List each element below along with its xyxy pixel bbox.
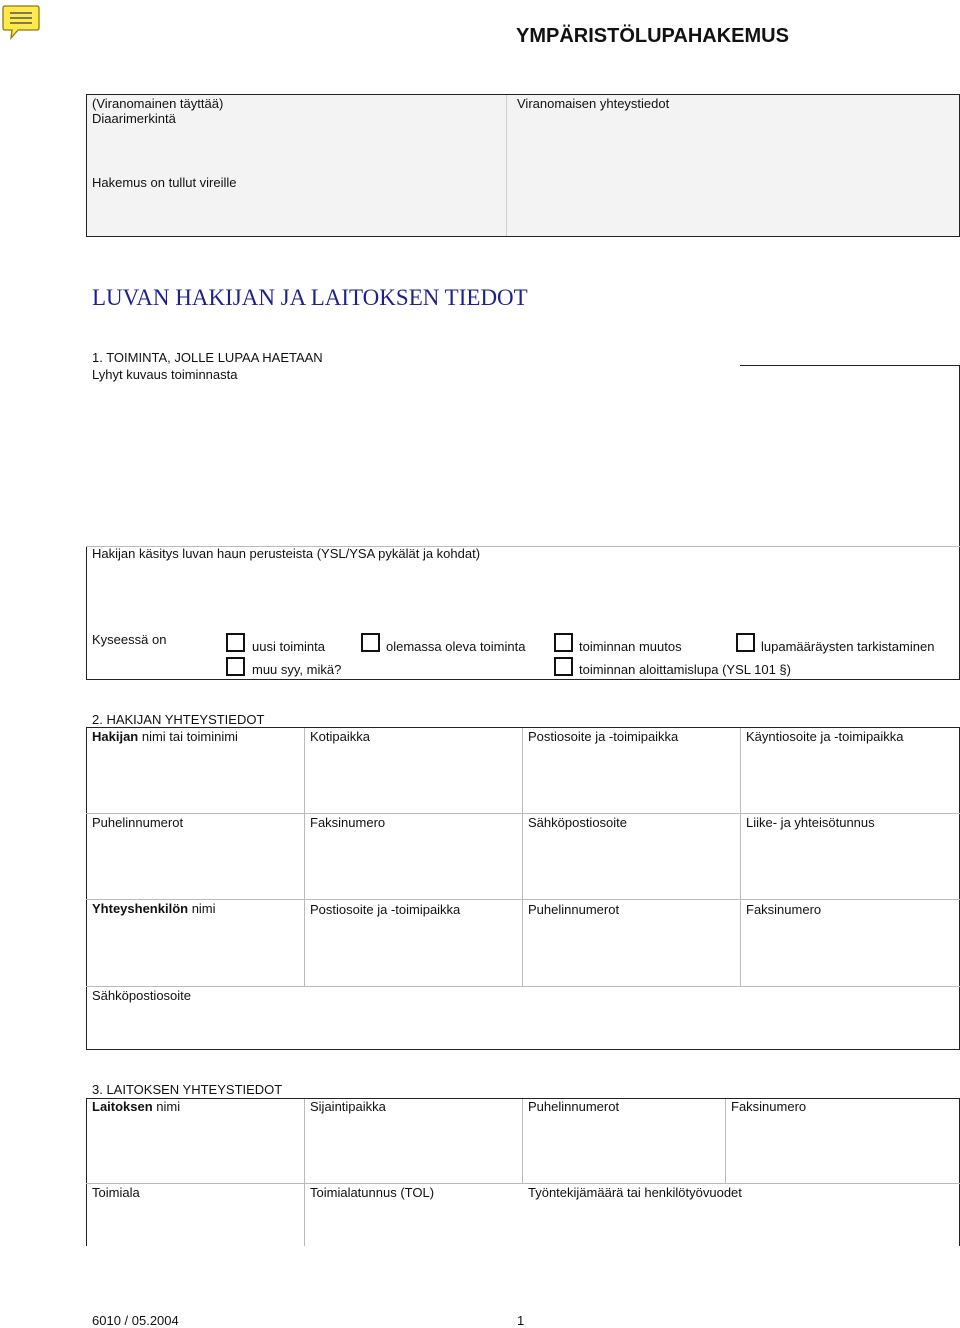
pending-label: Hakemus on tullut vireille	[92, 175, 237, 190]
activity-change-checkbox[interactable]	[554, 633, 573, 652]
industry-code-label: Toimialatunnus (TOL)	[310, 1185, 435, 1200]
facility-phones-label: Puhelinnumerot	[528, 1099, 620, 1114]
section1-bottom-border	[86, 679, 960, 680]
facility-col-divider	[304, 1099, 305, 1246]
facility-row-divider	[86, 1183, 960, 1184]
contact-person-label	[92, 901, 216, 916]
page-number: 1	[517, 1313, 525, 1328]
industry-label: Toimiala	[92, 1185, 140, 1200]
facility-col-divider	[522, 1099, 523, 1183]
applicant-col-divider	[522, 728, 523, 986]
location-label: Sijaintipaikka	[310, 1099, 386, 1114]
other-reason-checkbox[interactable]	[226, 657, 245, 676]
basis-label: Hakijan käsitys luvan haun perusteista (YSL/YSA pykälät ja kohdat)	[92, 546, 481, 561]
facility-name-label	[92, 1099, 180, 1114]
diary-label: Diaarimerkintä	[92, 111, 176, 126]
section1-heading: 1. TOIMINTA, JOLLE LUPAA HAETAAN	[92, 350, 323, 365]
short-description-label: Lyhyt kuvaus toiminnasta	[92, 367, 238, 382]
start-permit-checkbox[interactable]	[554, 657, 573, 676]
activity-change-label: toiminnan muutos	[579, 639, 682, 654]
existing-activity-checkbox[interactable]	[361, 633, 380, 652]
postal-address-label: Postiosoite ja -toimipaikka	[528, 729, 679, 744]
contact-phones-label: Puhelinnumerot	[528, 902, 620, 917]
employees-label: Työntekijämäärä tai henkilötyövuodet	[528, 1185, 742, 1200]
section1-top-border	[740, 365, 960, 366]
permit-review-label: lupamääräysten tarkistaminen	[761, 639, 935, 654]
existing-activity-label: olemassa oleva toiminta	[386, 639, 526, 654]
facility-top-border	[86, 1098, 960, 1099]
new-activity-label: uusi toiminta	[252, 639, 325, 654]
authority-note: (Viranomainen täyttää)	[92, 96, 224, 111]
facility-name-rest: nimi	[152, 1099, 181, 1114]
facility-fax-label: Faksinumero	[731, 1099, 807, 1114]
form-code: 6010 / 05.2004	[92, 1313, 179, 1328]
authority-divider	[506, 95, 507, 236]
applicant-name-rest: nimi tai toiminimi	[138, 729, 238, 744]
form-title: YMPÄRISTÖLUPAHAKEMUS	[516, 25, 789, 47]
applicant-row-divider	[86, 813, 960, 814]
start-permit-label: toiminnan aloittamislupa (YSL 101 §)	[579, 662, 791, 677]
applicant-row-divider	[86, 986, 960, 987]
contact-postal-label: Postiosoite ja -toimipaikka	[310, 902, 461, 917]
contact-person-bold: Yhteyshenkilön	[92, 901, 189, 916]
speech-bubble-icon[interactable]	[2, 4, 40, 40]
concerns-label: Kyseessä on	[92, 632, 167, 647]
section3-heading: 3. LAITOKSEN YHTEYSTIEDOT	[92, 1082, 283, 1097]
visiting-address-label: Käyntiosoite ja -toimipaikka	[746, 729, 904, 744]
phones-label: Puhelinnumerot	[92, 815, 184, 830]
business-id-label: Liike- ja yhteisötunnus	[746, 815, 875, 830]
main-heading: LUVAN HAKIJAN JA LAITOKSEN TIEDOT	[92, 285, 528, 310]
applicant-col-divider	[304, 728, 305, 986]
contact-person-rest: nimi	[188, 901, 216, 916]
facility-left-border	[86, 1098, 87, 1246]
section2-heading: 2. HAKIJAN YHTEYSTIEDOT	[92, 712, 265, 727]
fax-label: Faksinumero	[310, 815, 386, 830]
domicile-label: Kotipaikka	[310, 729, 370, 744]
applicant-col-divider	[740, 728, 741, 986]
authority-contact-label: Viranomaisen yhteystiedot	[517, 96, 670, 111]
email-label: Sähköpostiosoite	[528, 815, 628, 830]
contact-fax-label: Faksinumero	[746, 902, 822, 917]
other-reason-label: muu syy, mikä?	[252, 662, 342, 677]
applicant-table	[86, 727, 960, 1050]
permit-review-checkbox[interactable]	[736, 633, 755, 652]
authority-box	[86, 94, 960, 237]
applicant-name-bold: Hakijan	[92, 729, 139, 744]
new-activity-checkbox[interactable]	[226, 633, 245, 652]
section1-left-border	[86, 546, 87, 680]
applicant-name-label	[92, 729, 238, 744]
contact-email-label: Sähköpostiosoite	[92, 988, 192, 1003]
applicant-row-divider	[86, 899, 960, 900]
facility-name-bold: Laitoksen	[92, 1099, 153, 1114]
facility-col-divider	[725, 1099, 726, 1183]
